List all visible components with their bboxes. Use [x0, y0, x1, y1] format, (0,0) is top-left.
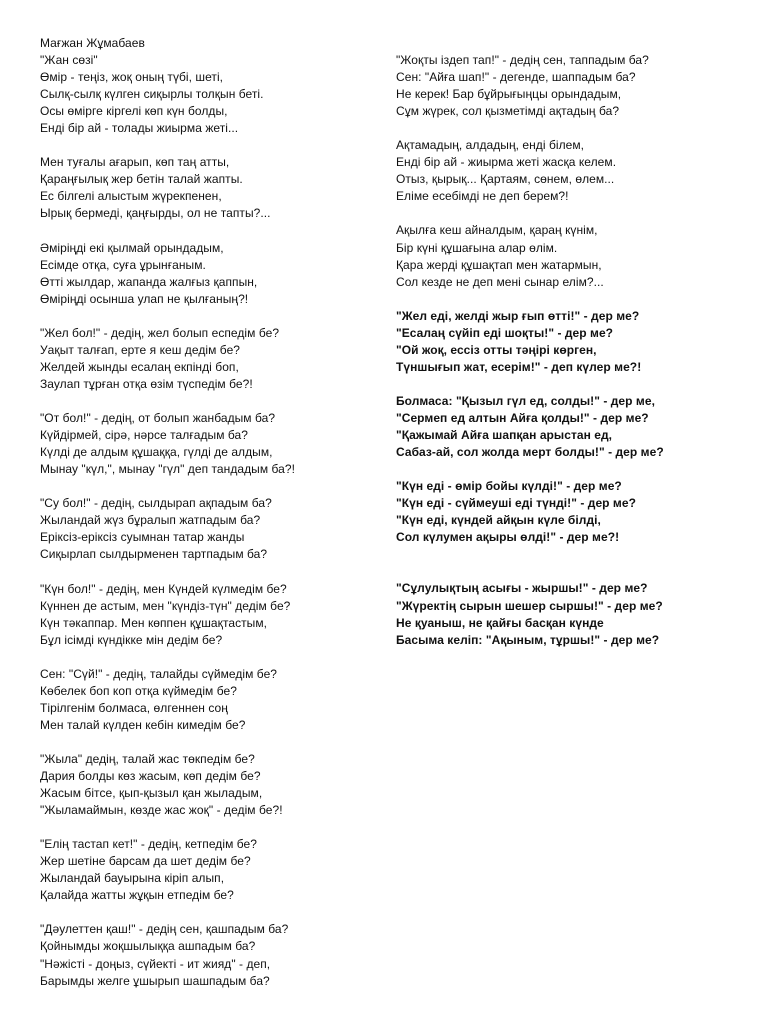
poem-line: Сиқырлап сылдырменен тартпадым ба?	[40, 547, 268, 562]
poem-line: Тірілгенім болмаса, өлгеннен соң	[40, 700, 228, 715]
poem-line: Сылқ-сылқ күлген сиқырлы толқын беті.	[40, 87, 264, 102]
poem-line: Желдей жынды есалаң екпінді боп,	[40, 359, 239, 374]
stanza-gap	[40, 223, 370, 240]
stanza-gap	[40, 478, 370, 495]
poem-line: Еліме есебімді не деп берем?!	[396, 189, 569, 204]
poem-line: Дария болды көз жасым, көп дедім бе?	[40, 769, 261, 784]
poem-line: Осы өмірге кіргелі көп күн болды,	[40, 104, 228, 119]
poem-line: "Жүректің сырын шешер сыршы!" - дер ме?	[396, 598, 663, 613]
poem-line: Күлді де алдым құшаққа, гүлді де алдым,	[40, 445, 273, 460]
stanza-gap	[396, 205, 746, 222]
stanza-gap	[40, 308, 370, 325]
stanza-gap	[396, 546, 746, 563]
poem-line: "Ой жоқ, ессіз отты тәңірі көрген,	[396, 342, 597, 357]
poem-line: "Дәулеттен қаш!" - дедің сен, қашпадым ба?	[40, 922, 289, 937]
poem-line: "Сұлулықтың асығы - жыршы!" - дер ме?	[396, 581, 648, 596]
poem-line: Күн тәкаппар. Мен көппен құшақтастым,	[40, 615, 268, 630]
poem-line: "Есалаң сүйіп еді шоқты!" - дер ме?	[396, 325, 614, 340]
stanza	[40, 666, 370, 734]
poem-line: Ақылға кеш айналдым, қараң күнім,	[396, 223, 598, 238]
stanza-gap	[40, 393, 370, 410]
poem-line: Түншығып жат, есерім!" - деп күлер ме?!	[396, 359, 642, 374]
poem-line: Ырық бермеді, қаңғырды, ол не тапты?...	[40, 206, 271, 221]
stanza	[40, 495, 370, 563]
poem-line: Күннен де астым, мен "күндіз-түн" дедім бе?	[40, 598, 291, 613]
poem-line: "Су бол!" - дедің, сылдырап ақпадым ба?	[40, 496, 272, 511]
poem-line: Ақтамадың, алдадың, енді білем,	[396, 138, 585, 153]
stanza	[40, 240, 370, 308]
poem-line: Уақыт талғап, ерте я кеш дедім бе?	[40, 342, 241, 357]
poem-line: Мен талай күлден кебін кимедім бе?	[40, 717, 246, 732]
stanza-gap	[396, 291, 746, 308]
poem-line: Күйдірмей, сірә, нәрсе талғадым ба?	[40, 428, 248, 443]
poem-title: "Жан сөзі"	[40, 53, 98, 68]
poem-line: "Күн еді, күндей айқын күле білді,	[396, 513, 601, 528]
poem-line: "Жоқты іздеп тап!" - дедің сен, таппадым ба?	[396, 53, 649, 67]
poem-line: "От бол!" - дедің, от болып жанбадым ба?	[40, 411, 276, 426]
poem-line: Жыландай бауырына кіріп алып,	[40, 871, 225, 886]
stanza	[40, 581, 370, 649]
poem-line: Жасым бітсе, қып-қызыл қан жыладым,	[40, 786, 263, 801]
stanza-bold	[396, 580, 746, 648]
poem-line: Басыма келіп: "Ақыным, тұршы!" - дер ме?	[396, 632, 660, 647]
poem-line: Өтті жылдар, жапанда жалғыз қаппын,	[40, 274, 258, 289]
poem-line: Еріксіз-еріксіз суымнан татар жанды	[40, 530, 245, 545]
poem-line: Жер шетіне барсам да шет дедім бе?	[40, 854, 251, 869]
stanza-gap	[40, 137, 370, 154]
poem-right-column	[396, 52, 746, 649]
poem-line: Отыз, қырық... Қартаям, сөнем, өлем...	[396, 172, 615, 187]
poem-line: Қалайда жатты жұқын етпедім бе?	[40, 888, 234, 903]
stanza-gap	[40, 649, 370, 666]
stanza-gap	[396, 563, 746, 580]
stanza	[40, 154, 370, 222]
poem-line: "Жел бол!" - дедің, жел болып еспедім бе?	[40, 325, 280, 340]
poem-line: "Елің тастап кет!" - дедің, кетпедім бе?	[40, 837, 257, 852]
poem-line: Енді бір ай - толады жиырма жеті...	[40, 121, 239, 136]
poem-line: Мен туғалы ағарып, көп таң атты,	[40, 155, 230, 170]
stanza-gap	[40, 734, 370, 751]
poem-line: "Жыла" дедің, талай жас төкпедім бе?	[40, 751, 255, 766]
poem-line: Енді бір ай - жиырма жеті жасқа келем.	[396, 155, 617, 170]
stanza-gap	[40, 563, 370, 580]
poem-line: Сол кезде не деп мені сынар елім?...	[396, 274, 604, 289]
stanza-gap	[40, 904, 370, 921]
poem-line: Мынау "күл,", мынау "гүл" деп тандадым ба?!	[40, 462, 295, 477]
poem-line: Жыландай жүз бұралып жатпадым ба?	[40, 513, 261, 528]
poem-line: Барымды желге ұшырып шашпадым ба?	[40, 973, 270, 988]
poem-line: "Жел еді, желді жыр ғып өтті!" - дер ме?	[396, 308, 640, 323]
poem-line: Әміріңді екі қылмай орындадым,	[40, 240, 224, 255]
poem-line: "Нәжісті - доңыз, сүйекті - ит жияд" - деп,	[40, 956, 271, 971]
stanza	[396, 222, 746, 290]
stanza	[396, 52, 746, 120]
poem-line: Не керек! Бар бұйрығыңцы орындадым,	[396, 87, 622, 102]
stanza	[396, 137, 746, 205]
poem-author: Мағжан Жұмабаев	[40, 36, 145, 50]
poem-line: Ес білгелі алыстым жүрекпенен,	[40, 189, 222, 204]
poem-line: Есімде отқа, суға ұрынғаным.	[40, 257, 206, 272]
poem-line: Қараңғылық жер бетін талай жапты.	[40, 172, 243, 187]
poem-line: "Күн еді - өмір бойы күлді!" - дер ме?	[396, 479, 622, 494]
poem-line: Сол күлумен ақыры өлді!" - дер ме?!	[396, 530, 620, 545]
stanza	[40, 921, 370, 989]
stanza-gap	[396, 120, 746, 137]
poem-line: Өмір - теңіз, жоқ оның түбі, шеті,	[40, 70, 224, 85]
poem-line: Қойнымды жоқшылыққа ашпадым ба?	[40, 939, 256, 954]
stanza	[40, 69, 370, 137]
poem-line: Болмаса: "Қызыл гүл ед, солды!" - дер ме,	[396, 393, 655, 408]
poem-line: Бір күні құшағына алар өлім.	[396, 240, 558, 255]
poem-left-column	[40, 35, 370, 990]
stanza-bold	[396, 478, 746, 546]
poem-line: "Жыламаймын, көзде жас жоқ" - дедім бе?!	[40, 803, 283, 818]
poem-line: Өміріңді осынша улап не қылғаның?!	[40, 291, 249, 306]
stanza	[40, 836, 370, 904]
poem-line: "Күн еді - сүймеуші еді түнді!" - дер ме?	[396, 496, 636, 511]
stanza-bold	[396, 393, 746, 461]
poem-line: Заулап тұрған отқа өзім түспедім бе?!	[40, 376, 253, 391]
right-stanzas	[396, 52, 746, 649]
poem-line: Не қуаныш, не қайғы басқан күнде	[396, 615, 604, 630]
poem-line: Бұл ісімді күндікке мін дедім бе?	[40, 632, 223, 647]
poem-line: Көбелек боп коп отқа күймедім бе?	[40, 683, 237, 698]
stanza-gap	[40, 819, 370, 836]
poem-line: "Сермеп ед алтын Айға қолды!" - дер ме?	[396, 410, 649, 425]
poem-line: Қара жерді құшақтап мен жатармын,	[396, 257, 602, 272]
stanza-gap	[396, 376, 746, 393]
stanza	[40, 410, 370, 478]
poem-line: "Күн бол!" - дедің, мен Күндей күлмедім бе?	[40, 581, 287, 596]
poem-line: Сен: "Сүй!" - дедің, талайды сүймедім бе?	[40, 666, 278, 681]
stanza-bold	[396, 308, 746, 376]
poem-line: Сен: "Айға шап!" - дегенде, шаппадым ба?	[396, 70, 636, 85]
left-stanzas	[40, 69, 370, 990]
poem-line: Сабаз-ай, сол жолда мерт болды!" - дер ме?	[396, 445, 664, 460]
stanza-gap	[396, 461, 746, 478]
stanza	[40, 751, 370, 819]
poem-line: Сұм жүрек, сол қызметімді ақтадың ба?	[396, 104, 620, 119]
stanza	[40, 325, 370, 393]
poem-line: "Қажымай Айға шапқан арыстан ед,	[396, 428, 613, 443]
